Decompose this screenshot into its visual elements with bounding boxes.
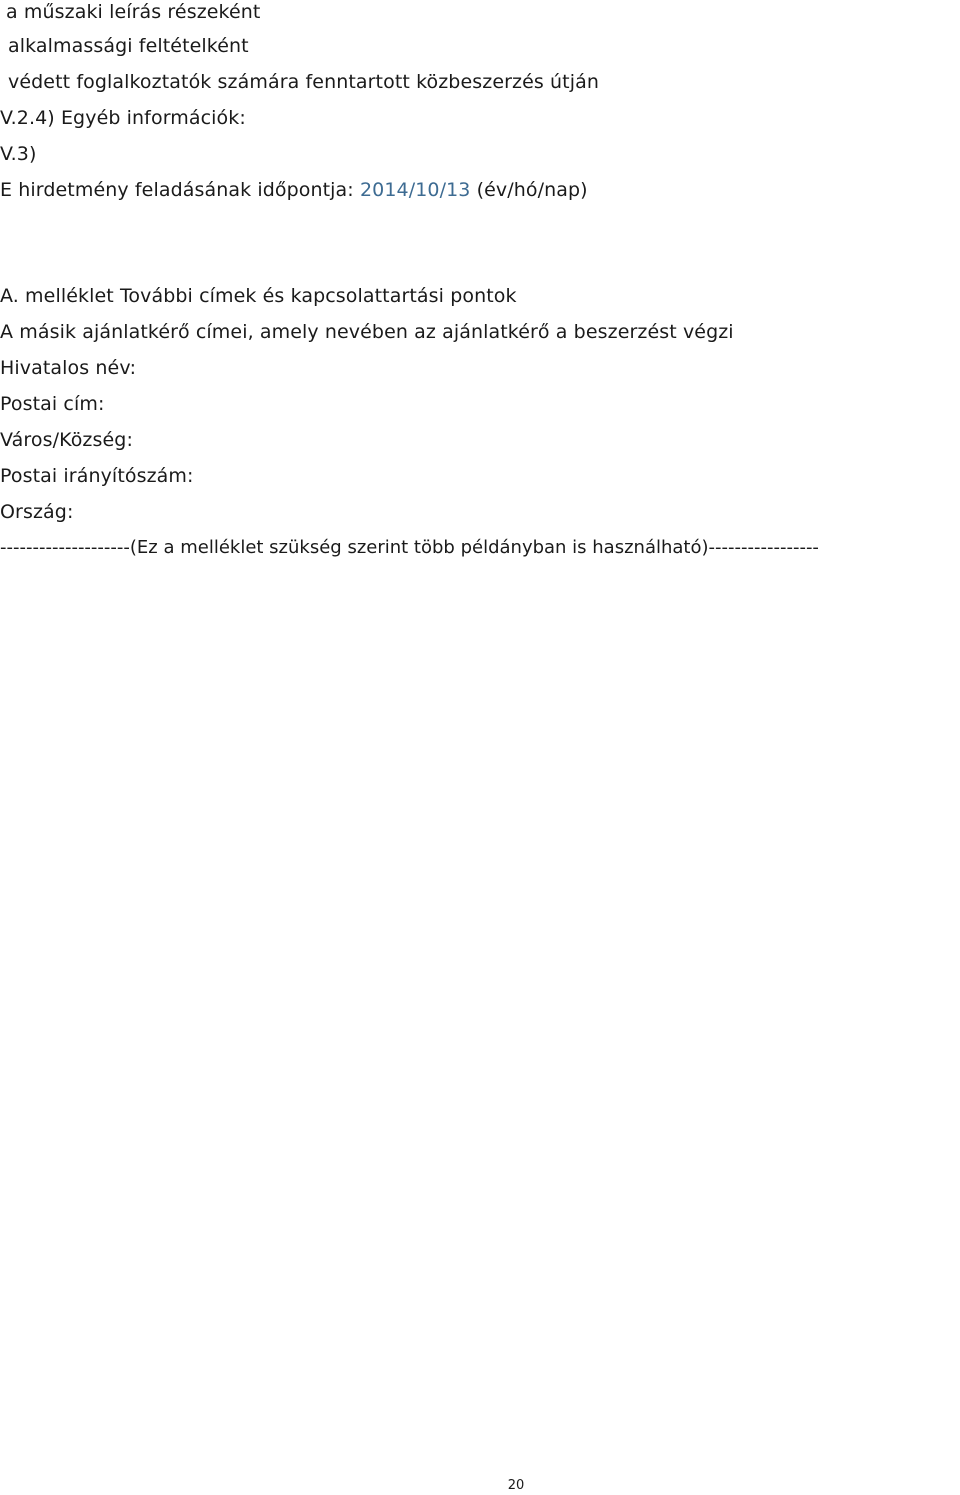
field-town: Város/Község: [0,429,133,451]
section-v3-heading: V.3) [0,143,37,165]
dispatch-date-format: (év/hó/nap) [476,179,588,201]
field-country: Ország: [0,501,74,523]
field-official-name: Hivatalos név: [0,357,137,379]
dispatch-date-value: 2014/10/13 [359,179,471,201]
field-postal-address: Postai cím: [0,393,105,415]
procedure-option-suitability: alkalmassági feltételként [8,35,249,57]
page-number: 20 [507,1478,525,1493]
procedure-option-technical-spec: a műszaki leírás részeként [6,1,261,23]
procedure-option-sheltered-workshops: védett foglalkoztatók számára fenntartott közbeszerzés útján [8,71,599,93]
dispatch-date-row [0,178,588,202]
annex-title: A. melléklet További címek és kapcsolattartási pontok [0,285,517,307]
dispatch-date-label: E hirdetmény feladásának időpontja: [0,179,354,201]
annex-separator: --------------------(Ez a melléklet szükség szerint több példányban is használható)----------------- [0,537,819,558]
annex-subtitle: A másik ajánlatkérő címei, amely nevében az ajánlatkérő a beszerzést végzi [0,321,734,343]
field-postal-code: Postai irányítószám: [0,465,194,487]
section-v24-heading: V.2.4) Egyéb információk: [0,107,246,129]
